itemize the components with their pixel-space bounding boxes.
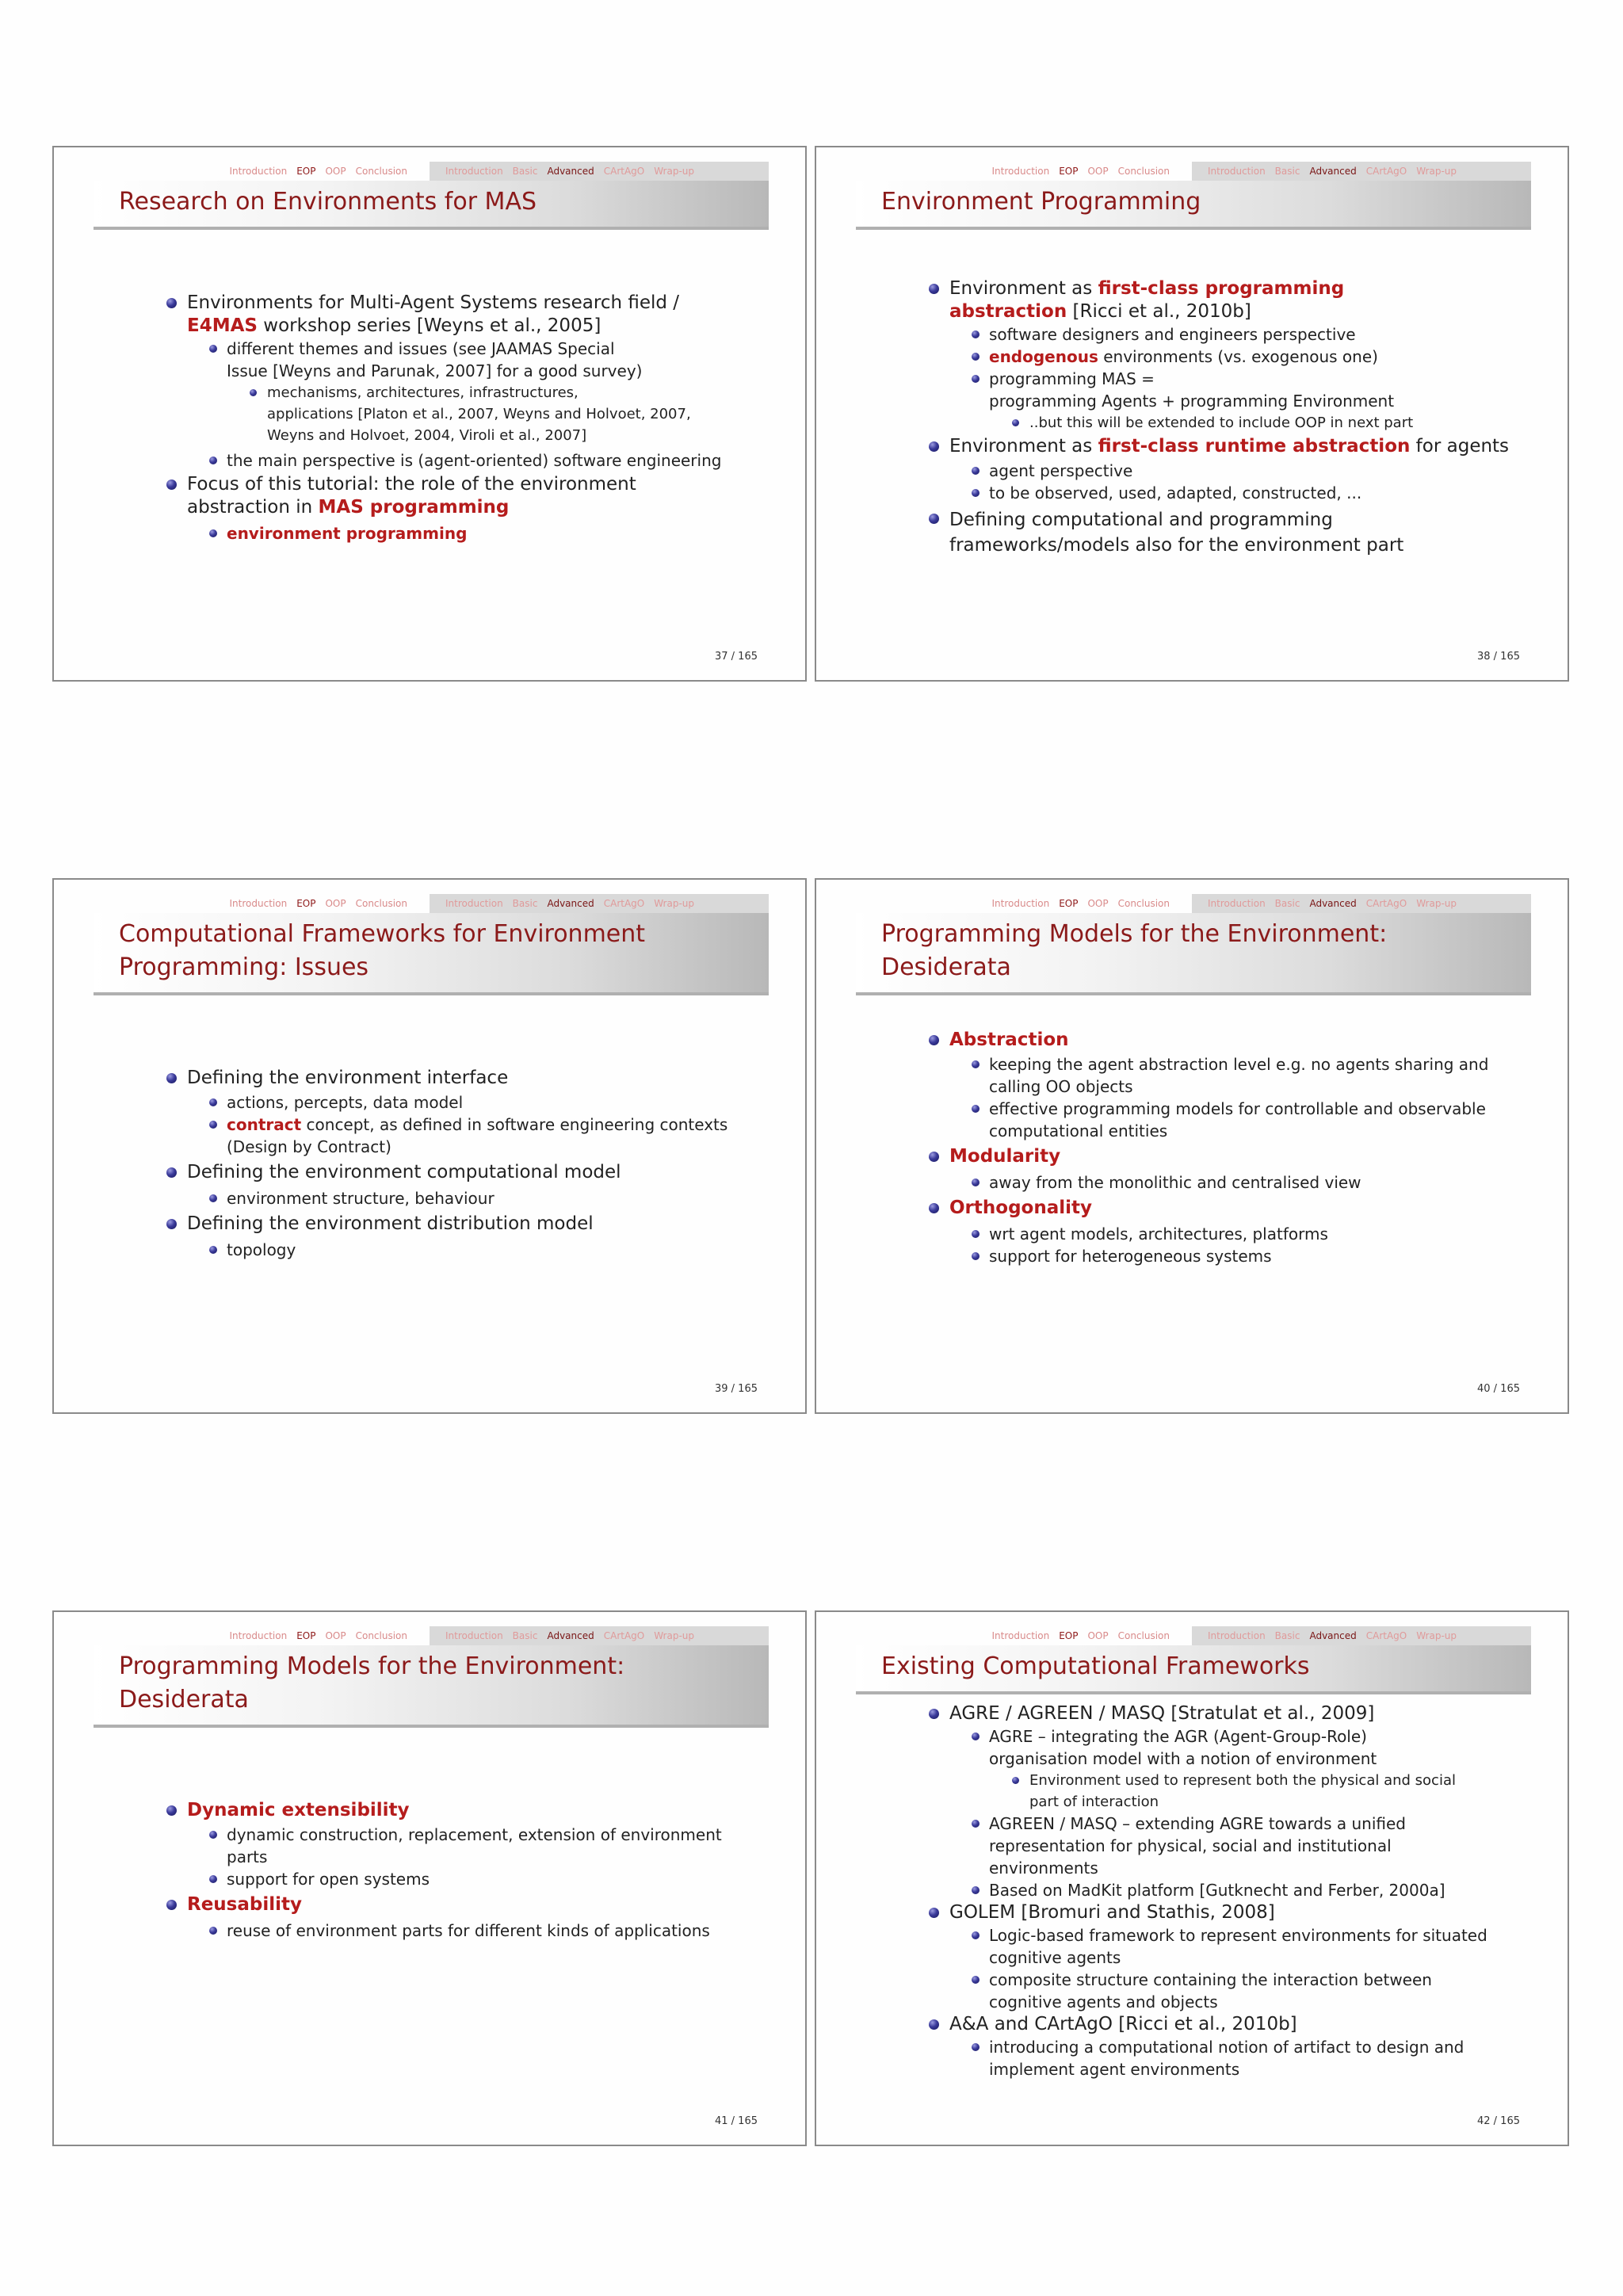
list-item: effective programming models for controllable and observable computational entities [989,1098,1536,1142]
nav-sub-basic[interactable]: Basic [1274,1630,1300,1641]
bullet-icon [929,1035,939,1045]
bullet-icon [166,1805,177,1816]
nav-eop[interactable]: EOP [1059,166,1079,177]
nav-introduction[interactable]: Introduction [991,898,1050,909]
bullet-icon [929,441,939,452]
bullet-icon [929,1152,939,1162]
nav-eop[interactable]: EOP [296,166,316,177]
list-item: Based on MadKit platform [Gutknecht and Ferber, 2000a] [989,1879,1536,1901]
bullet-icon [209,1927,217,1935]
bullet-icon [972,353,980,361]
list-item: Reusability reuse of environment parts for different kinds of applications [187,1893,773,1942]
nav-bar [94,162,769,181]
bullet-icon [250,389,257,396]
list-item: introducing a computational notion of artifact to design and implement agent environments [989,2036,1536,2080]
nav-eop[interactable]: EOP [296,1630,316,1641]
bullet-icon [209,1121,217,1129]
nav-introduction[interactable]: Introduction [229,166,288,177]
nav-sub-basic[interactable]: Basic [1274,898,1300,909]
slide-title: Computational Frameworks for Environment Programming: Issues [119,920,646,981]
slide-42 [815,1610,1569,2146]
nav-oop[interactable]: OOP [1087,1630,1109,1641]
slide-content [54,1799,807,1942]
list-item: dynamic construction, replacement, extension of environment parts [227,1824,773,1868]
bullet-icon [209,1875,217,1883]
list-item: Modularity away from the monolithic and centralised view [949,1145,1536,1194]
nav-eop[interactable]: EOP [1059,898,1079,909]
bullet-icon [929,1709,939,1719]
nav-sub-introduction[interactable]: Introduction [445,1630,503,1641]
nav-sub-introduction[interactable]: Introduction [1208,166,1266,177]
list-item: actions, percepts, data model [227,1091,773,1114]
bullet-icon [929,1203,939,1213]
list-item: different themes and issues (see JAAMAS Special Issue [Weyns and Parunak, 2007] for a good survey) mechanisms, architectures, infrastructures, applications [Platon et al., 2007, Weyns and Holvoet, 2007, Weyns and Holvoet, 2004, Viroli et al., 2007] [227,338,758,446]
list-item: Defining the environment computational model environment structure, behaviour [187,1161,773,1209]
nav-eop[interactable]: EOP [296,898,316,909]
bullet-icon [166,1073,177,1083]
bullet-icon [972,1820,980,1828]
bullet-icon [972,1886,980,1894]
list-item: environment structure, behaviour [227,1187,773,1209]
bullet-icon [929,284,939,294]
slide-content [816,1029,1569,1267]
nav-oop[interactable]: OOP [325,1630,346,1641]
nav-sub-advanced[interactable]: Advanced [547,166,594,177]
list-item: software designers and engineers perspective [989,323,1536,346]
nav-oop[interactable]: OOP [325,166,346,177]
bullet-icon [209,1194,217,1202]
list-item: Orthogonality wrt agent models, architectures, platforms support for heterogeneous systems [949,1197,1536,1267]
nav-introduction[interactable]: Introduction [229,1630,288,1641]
bullet-icon [972,375,980,383]
bullet-icon [209,345,217,353]
nav-sub-basic[interactable]: Basic [512,1630,538,1641]
bullet-icon [166,1900,177,1910]
slide-title: Programming Models for the Environment: Desiderata [881,920,1388,981]
nav-conclusion[interactable]: Conclusion [1117,166,1170,177]
list-item: Environment as first-class runtime abstraction for agents agent perspective to be observed, used, adapted, constructed, ... [949,435,1536,504]
slide-40 [815,878,1569,1414]
bullet-icon [972,1105,980,1113]
nav-sub-wrapup[interactable]: Wrap-up [1416,1630,1457,1641]
bullet-icon [1012,1777,1019,1784]
list-item: Logic-based framework to represent environments for situated cognitive agents [989,1924,1536,1969]
bullet-icon [972,1931,980,1939]
nav-sub-wrapup[interactable]: Wrap-up [654,1630,695,1641]
nav-bar [94,894,769,913]
bullet-icon [209,457,217,464]
list-item: topology [227,1239,773,1261]
bullet-icon [209,1098,217,1106]
bullet-icon [972,467,980,475]
list-item: reuse of environment parts for different kinds of applications [227,1920,773,1942]
list-item: AGRE / AGREEN / MASQ [Stratulat et al., 2009] AGRE – integrating the AGR (Agent-Group-Role) organisation model with a notion of environment Environment used to represent both the physical and social part of interaction AGREEN / MASQ – extending AGRE towards a unified representation for physical, social and institutional environments Based on MadKit platform [Gutknecht and Ferber, 2000a] [949,1702,1536,1901]
bullet-icon [972,2043,980,2051]
list-item: A&A and CArtAgO [Ricci et al., 2010b] introducing a computational notion of artifact to design and implement agent environments [949,2013,1536,2080]
list-item: composite structure containing the interaction between cognitive agents and objects [989,1969,1536,2013]
nav-oop[interactable]: OOP [1087,898,1109,909]
list-item: AGREEN / MASQ – extending AGRE towards a unified representation for physical, social and institutional environments [989,1813,1536,1879]
list-item: wrt agent models, architectures, platforms [989,1223,1536,1245]
list-item: AGRE – integrating the AGR (Agent-Group-Role) organisation model with a notion of environment Environment used to represent both the physical and social part of interaction [989,1725,1536,1813]
nav-sub-advanced[interactable]: Advanced [1309,1630,1357,1641]
bullet-icon [929,514,939,524]
bullet-icon [972,489,980,497]
page-number: 38 / 165 [1477,651,1520,663]
list-item: support for open systems [227,1868,773,1890]
bullet-icon [972,1976,980,1984]
page-number: 37 / 165 [715,651,758,663]
bullet-icon [972,1179,980,1186]
list-item: to be observed, used, adapted, constructed, ... [989,482,1536,504]
bullet-icon [209,1831,217,1839]
nav-bar [856,162,1531,181]
list-item: Dynamic extensibility dynamic construction, replacement, extension of environment parts support for open systems [187,1799,773,1890]
list-item: endogenous environments (vs. exogenous one) [989,346,1536,368]
list-item: the main perspective is (agent-oriented) software engineering [227,449,758,472]
nav-bar [856,894,1531,913]
nav-conclusion[interactable]: Conclusion [355,898,407,909]
slide-title-bar [856,1645,1531,1694]
list-item: Defining the environment interface actions, percepts, data model contract concept, as defined in software engineering contexts (Design by Contract) [187,1067,773,1158]
nav-eop[interactable]: EOP [1059,1630,1079,1641]
bullet-icon [972,330,980,338]
list-item: away from the monolithic and centralised view [989,1171,1536,1194]
bullet-icon [972,1230,980,1238]
nav-sub-advanced[interactable]: Advanced [1309,898,1357,909]
nav-oop[interactable]: OOP [325,898,346,909]
nav-conclusion[interactable]: Conclusion [355,1630,407,1641]
bullet-icon [209,1246,217,1254]
nav-introduction[interactable]: Introduction [229,898,288,909]
slide-title: Research on Environments for MAS [119,188,537,216]
bullet-icon [972,1733,980,1740]
slide-title-bar [856,913,1531,995]
slide-content [54,292,807,544]
list-item: Environments for Multi-Agent Systems research field / E4MAS workshop series [Weyns et al., 2005] different themes and issues (see JAAMAS Special Issue [Weyns and Parunak, 2007] for a good survey) mechanisms, architectures, infrastructures, applications [Platon et al., 2007, Weyns and Holvoet, 2007, Weyns and Holvoet, 2004, Viroli et al., 2007] the main perspective is (agent-oriented) software engineering [187,292,758,472]
bullet-icon [166,479,177,490]
list-item: ..but this will be extended to include OOP in next part [1029,412,1536,434]
list-item: mechanisms, architectures, infrastructures, applications [Platon et al., 2007, Weyns and Holvoet, 2007, Weyns and Holvoet, 2004, Viroli et al., 2007] [267,382,758,446]
nav-conclusion[interactable]: Conclusion [1117,898,1170,909]
slide-content [816,277,1569,558]
nav-conclusion[interactable]: Conclusion [1117,1630,1170,1641]
list-item: Defining computational and programming frameworks/models also for the environment part [949,507,1536,558]
list-item: environment programming [227,522,758,544]
list-item: Environment as first-class programming abstraction [Ricci et al., 2010b] software designers and engineers perspective endogenous environments (vs. exogenous one) programming MAS = programming Agents + programming Environment ..but this will be extended to include OOP in next part [949,277,1536,434]
nav-introduction[interactable]: Introduction [991,166,1050,177]
nav-sub-cartago[interactable]: CArtAgO [1365,1630,1407,1641]
page-number: 41 / 165 [715,2115,758,2127]
list-item: support for heterogeneous systems [989,1245,1536,1267]
slide-title: Existing Computational Frameworks [881,1652,1310,1680]
nav-sub-wrapup[interactable]: Wrap-up [654,166,695,177]
nav-sub-introduction[interactable]: Introduction [445,166,503,177]
list-item: keeping the agent abstraction level e.g. no agents sharing and calling OO objects [989,1053,1536,1098]
list-item: GOLEM [Bromuri and Stathis, 2008] Logic-based framework to represent environments for situated cognitive agents composite structure containing the interaction between cognitive agents and objects [949,1901,1536,2013]
slide-content [816,1702,1569,2080]
slide-38 [815,146,1569,682]
nav-sub-wrapup[interactable]: Wrap-up [654,898,695,909]
bullet-icon [1012,419,1019,426]
list-item: Focus of this tutorial: the role of the environment abstraction in MAS programming environment programming [187,473,758,544]
list-item: programming MAS = programming Agents + programming Environment ..but this will be extended to include OOP in next part [989,368,1536,434]
nav-sub-wrapup[interactable]: Wrap-up [1416,898,1457,909]
bullet-icon [166,1167,177,1178]
slide-title-bar [94,1645,769,1728]
list-item: agent perspective [989,460,1536,482]
bullet-icon [929,1908,939,1918]
nav-sub-introduction[interactable]: Introduction [445,898,503,909]
nav-conclusion[interactable]: Conclusion [355,166,407,177]
page-number: 40 / 165 [1477,1383,1520,1395]
bullet-icon [972,1060,980,1068]
nav-sub-advanced[interactable]: Advanced [547,1630,594,1641]
nav-sub-advanced[interactable]: Advanced [1309,166,1357,177]
bullet-icon [209,529,217,537]
bullet-icon [166,298,177,308]
nav-sub-cartago[interactable]: CArtAgO [603,166,645,177]
nav-sub-cartago[interactable]: CArtAgO [603,1630,645,1641]
nav-sub-advanced[interactable]: Advanced [547,898,594,909]
slide-title: Environment Programming [881,188,1201,216]
nav-sub-cartago[interactable]: CArtAgO [1365,898,1407,909]
slide-title: Programming Models for the Environment: Desiderata [119,1652,625,1713]
slide-37 [52,146,807,682]
bullet-icon [972,1252,980,1260]
slide-title-bar [94,181,769,230]
nav-sub-basic[interactable]: Basic [1274,166,1300,177]
slide-41 [52,1610,807,2146]
page-number: 42 / 165 [1477,2115,1520,2127]
nav-sub-basic[interactable]: Basic [512,166,538,177]
slide-title-bar [856,181,1531,230]
nav-introduction[interactable]: Introduction [991,1630,1050,1641]
nav-sub-introduction[interactable]: Introduction [1208,1630,1266,1641]
nav-sub-basic[interactable]: Basic [512,898,538,909]
bullet-icon [929,2019,939,2030]
list-item: Abstraction keeping the agent abstraction level e.g. no agents sharing and calling OO objects effective programming models for controllable and observable computational entities [949,1029,1536,1142]
list-item: Defining the environment distribution model topology [187,1213,773,1261]
nav-bar [94,1626,769,1645]
nav-sub-cartago[interactable]: CArtAgO [603,898,645,909]
slide-content [54,1067,807,1261]
page-number: 39 / 165 [715,1383,758,1395]
nav-bar [856,1626,1531,1645]
nav-sub-cartago[interactable]: CArtAgO [1365,166,1407,177]
list-item: contract concept, as defined in software engineering contexts (Design by Contract) [227,1114,773,1158]
nav-sub-introduction[interactable]: Introduction [1208,898,1266,909]
nav-sub-wrapup[interactable]: Wrap-up [1416,166,1457,177]
list-item: Environment used to represent both the physical and social part of interaction [1029,1770,1536,1813]
slide-39 [52,878,807,1414]
slide-title-bar [94,913,769,995]
nav-oop[interactable]: OOP [1087,166,1109,177]
bullet-icon [166,1219,177,1229]
